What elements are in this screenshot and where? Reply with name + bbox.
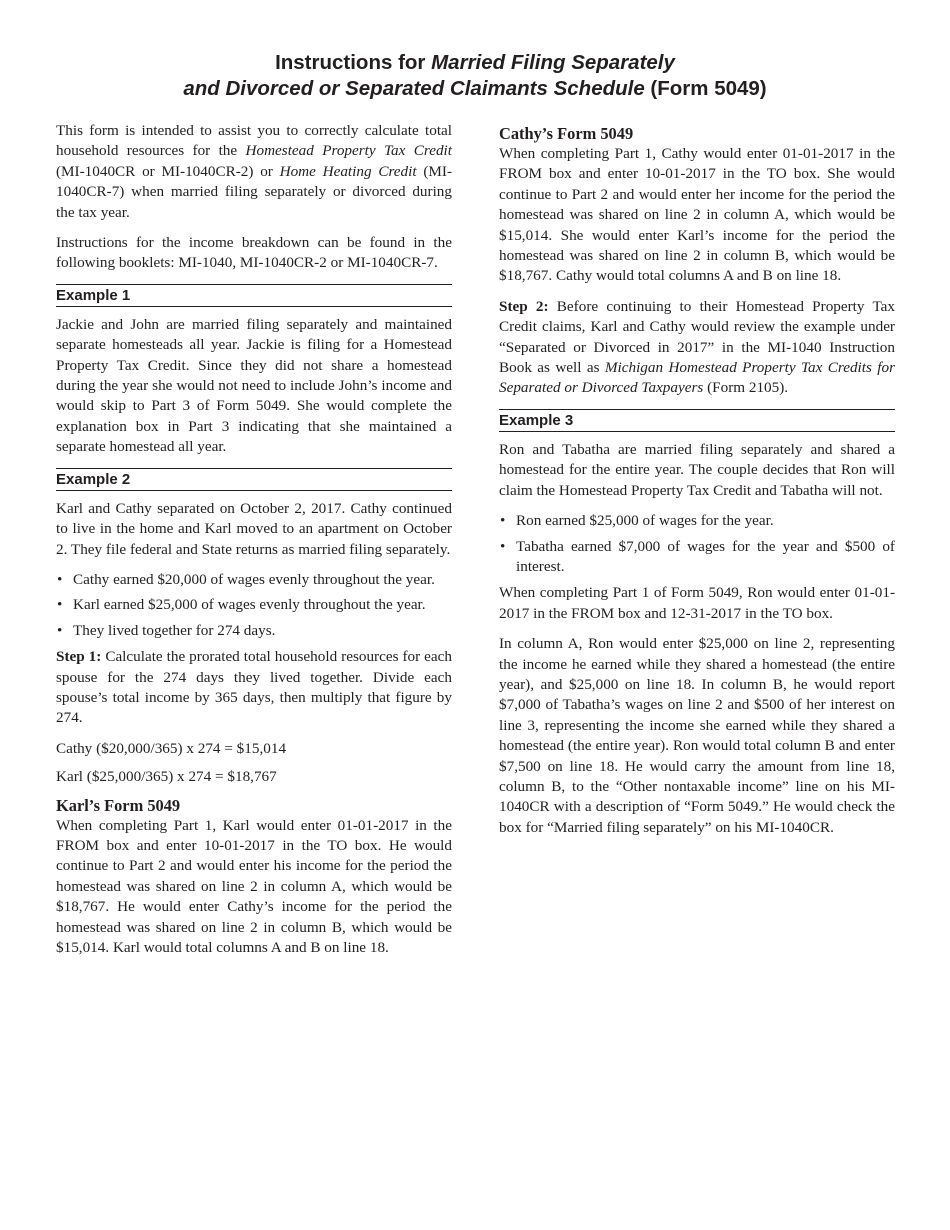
example-3-paragraph-3: In column A, Ron would enter $25,000 on line 2, representing the income he earned while they shared a homestead (the entire year), and $25,000 on line 18. In column B, he would report $7,000 of Tabatha’s wages on line 2 and $500 of her interest on line 3, representing the income she earned while they shared a homestead (the entire year). Ron would total column B and enter $7,500 on line 18. He would carry the amount from line 18, column B, to the “Other nontaxable income” line on his MI-1040CR with a description of “Form 5049.” He would check the box for “Married filing separately” on his MI-1040CR.: [499, 635, 895, 836]
example-3-paragraph-2: When completing Part 1 of Form 5049, Ron would enter 01-01-2017 in the FROM box and 12-31-2017 in the TO box.: [499, 584, 895, 622]
calc-karl: Karl ($25,000/365) x 274 = $18,767: [56, 768, 277, 786]
list-item: • Tabatha earned $7,000 of wages for the year and $500 of interest.: [500, 537, 895, 575]
example-3-text: Ron and Tabatha are married filing separately and shared a homestead for the entire year. The couple decides that Ron will claim the Homestead Property Tax Credit and Tabatha will not.: [499, 440, 895, 499]
example-1-heading: Example 1: [56, 284, 452, 307]
example-1-text: Jackie and John are married filing separately and maintained separate homesteads all year. Jackie is filing for a Homestead Property Tax Credit. Since they did not share a homestead during the year she would not need to include John’s income and would skip to Part 3 of Form 5049. She would complete the explanation box in Part 3 indicating that she maintained a separate homestead all year.: [56, 315, 452, 456]
page-title: [0, 50, 950, 102]
title-line-2: and Divorced or Separated Claimants Schedule (Form 5049): [183, 77, 767, 100]
title-line-1: Instructions for Married Filing Separately: [275, 51, 675, 74]
karls-form-heading: Karl’s Form 5049: [56, 795, 181, 815]
example-2-heading: Example 2: [56, 468, 452, 491]
example-2-text: Karl and Cathy separated on October 2, 2017. Cathy continued to live in the home and Karl moved to an apartment on October 2. They file federal and State returns as married filing separately.: [56, 499, 452, 558]
bullet-icon: •: [57, 570, 63, 588]
example-3-bullet-list: [499, 511, 895, 577]
karls-form-text: When completing Part 1, Karl would enter 01-01-2017 in the FROM box and enter 10-01-2017 in the TO box. He would continue to Part 2 and would enter his income for the period the homestead was shared on line 2 in column A, which would be $18,767. He would enter Cathy’s income for the period the homestead was shared on line 2 in column B, which would be $15,014. Karl would total columns A and B on line 18.: [56, 816, 452, 956]
intro-paragraph-1: This form is intended to assist you to correctly calculate total household resources for the Homestead Property Tax Credit (MI-1040CR or MI-1040CR-2) or Home Heating Credit (MI-1040CR-7) when married filing separately or divorced during the tax year.: [56, 122, 453, 221]
bullet-icon: •: [500, 537, 506, 555]
example-3-heading: Example 3: [499, 409, 895, 432]
step-1-paragraph: Step 1: Calculate the prorated total household resources for each spouse for the 274 days they lived together. Divide each spouse’s total income by 365 days, then multiply that figure by 274.: [56, 648, 452, 727]
list-item: • Ron earned $25,000 of wages for the year.: [499, 511, 895, 531]
bullet-icon: •: [57, 596, 63, 614]
example-2-bullet-list: [56, 570, 452, 641]
list-item: • Karl earned $25,000 of wages evenly throughout the year.: [56, 595, 452, 615]
step-2-paragraph: Step 2: Before continuing to their Homestead Property Tax Credit claims, Karl and Cathy would review the example under “Separated or Divorced in 2017” in the MI-1040 Instruction Book as well as Michigan Homestead Property Tax Credits for Separated or Divorced Taxpayers (Form 2105).: [499, 297, 895, 397]
cathys-form-heading: Cathy’s Form 5049: [499, 124, 634, 143]
cathys-form-text: When completing Part 1, Cathy would enter 01-01-2017 in the FROM box and enter 10-01-2017 in the TO box. She would continue to Part 2 and would enter her income for the period the homestead was shared on line 2 in column A, which would be $15,014. She would enter Karl’s income for the period the homestead was shared on line 2 in column B, which would be $18,767. Cathy would total columns A and B on line 18.: [499, 145, 895, 285]
calc-cathy: Cathy ($20,000/365) x 274 = $15,014: [56, 739, 287, 757]
bullet-icon: •: [57, 621, 63, 639]
intro-paragraph-2: Instructions for the income breakdown can be found in the following booklets: MI-1040, MI-1040CR-2 or MI-1040CR-7.: [56, 234, 452, 272]
bullet-icon: •: [500, 512, 506, 530]
list-item: • Cathy earned $20,000 of wages evenly throughout the year.: [56, 570, 452, 590]
list-item: • They lived together for 274 days.: [56, 621, 452, 641]
right-column: [499, 124, 895, 848]
left-column: [56, 121, 452, 968]
